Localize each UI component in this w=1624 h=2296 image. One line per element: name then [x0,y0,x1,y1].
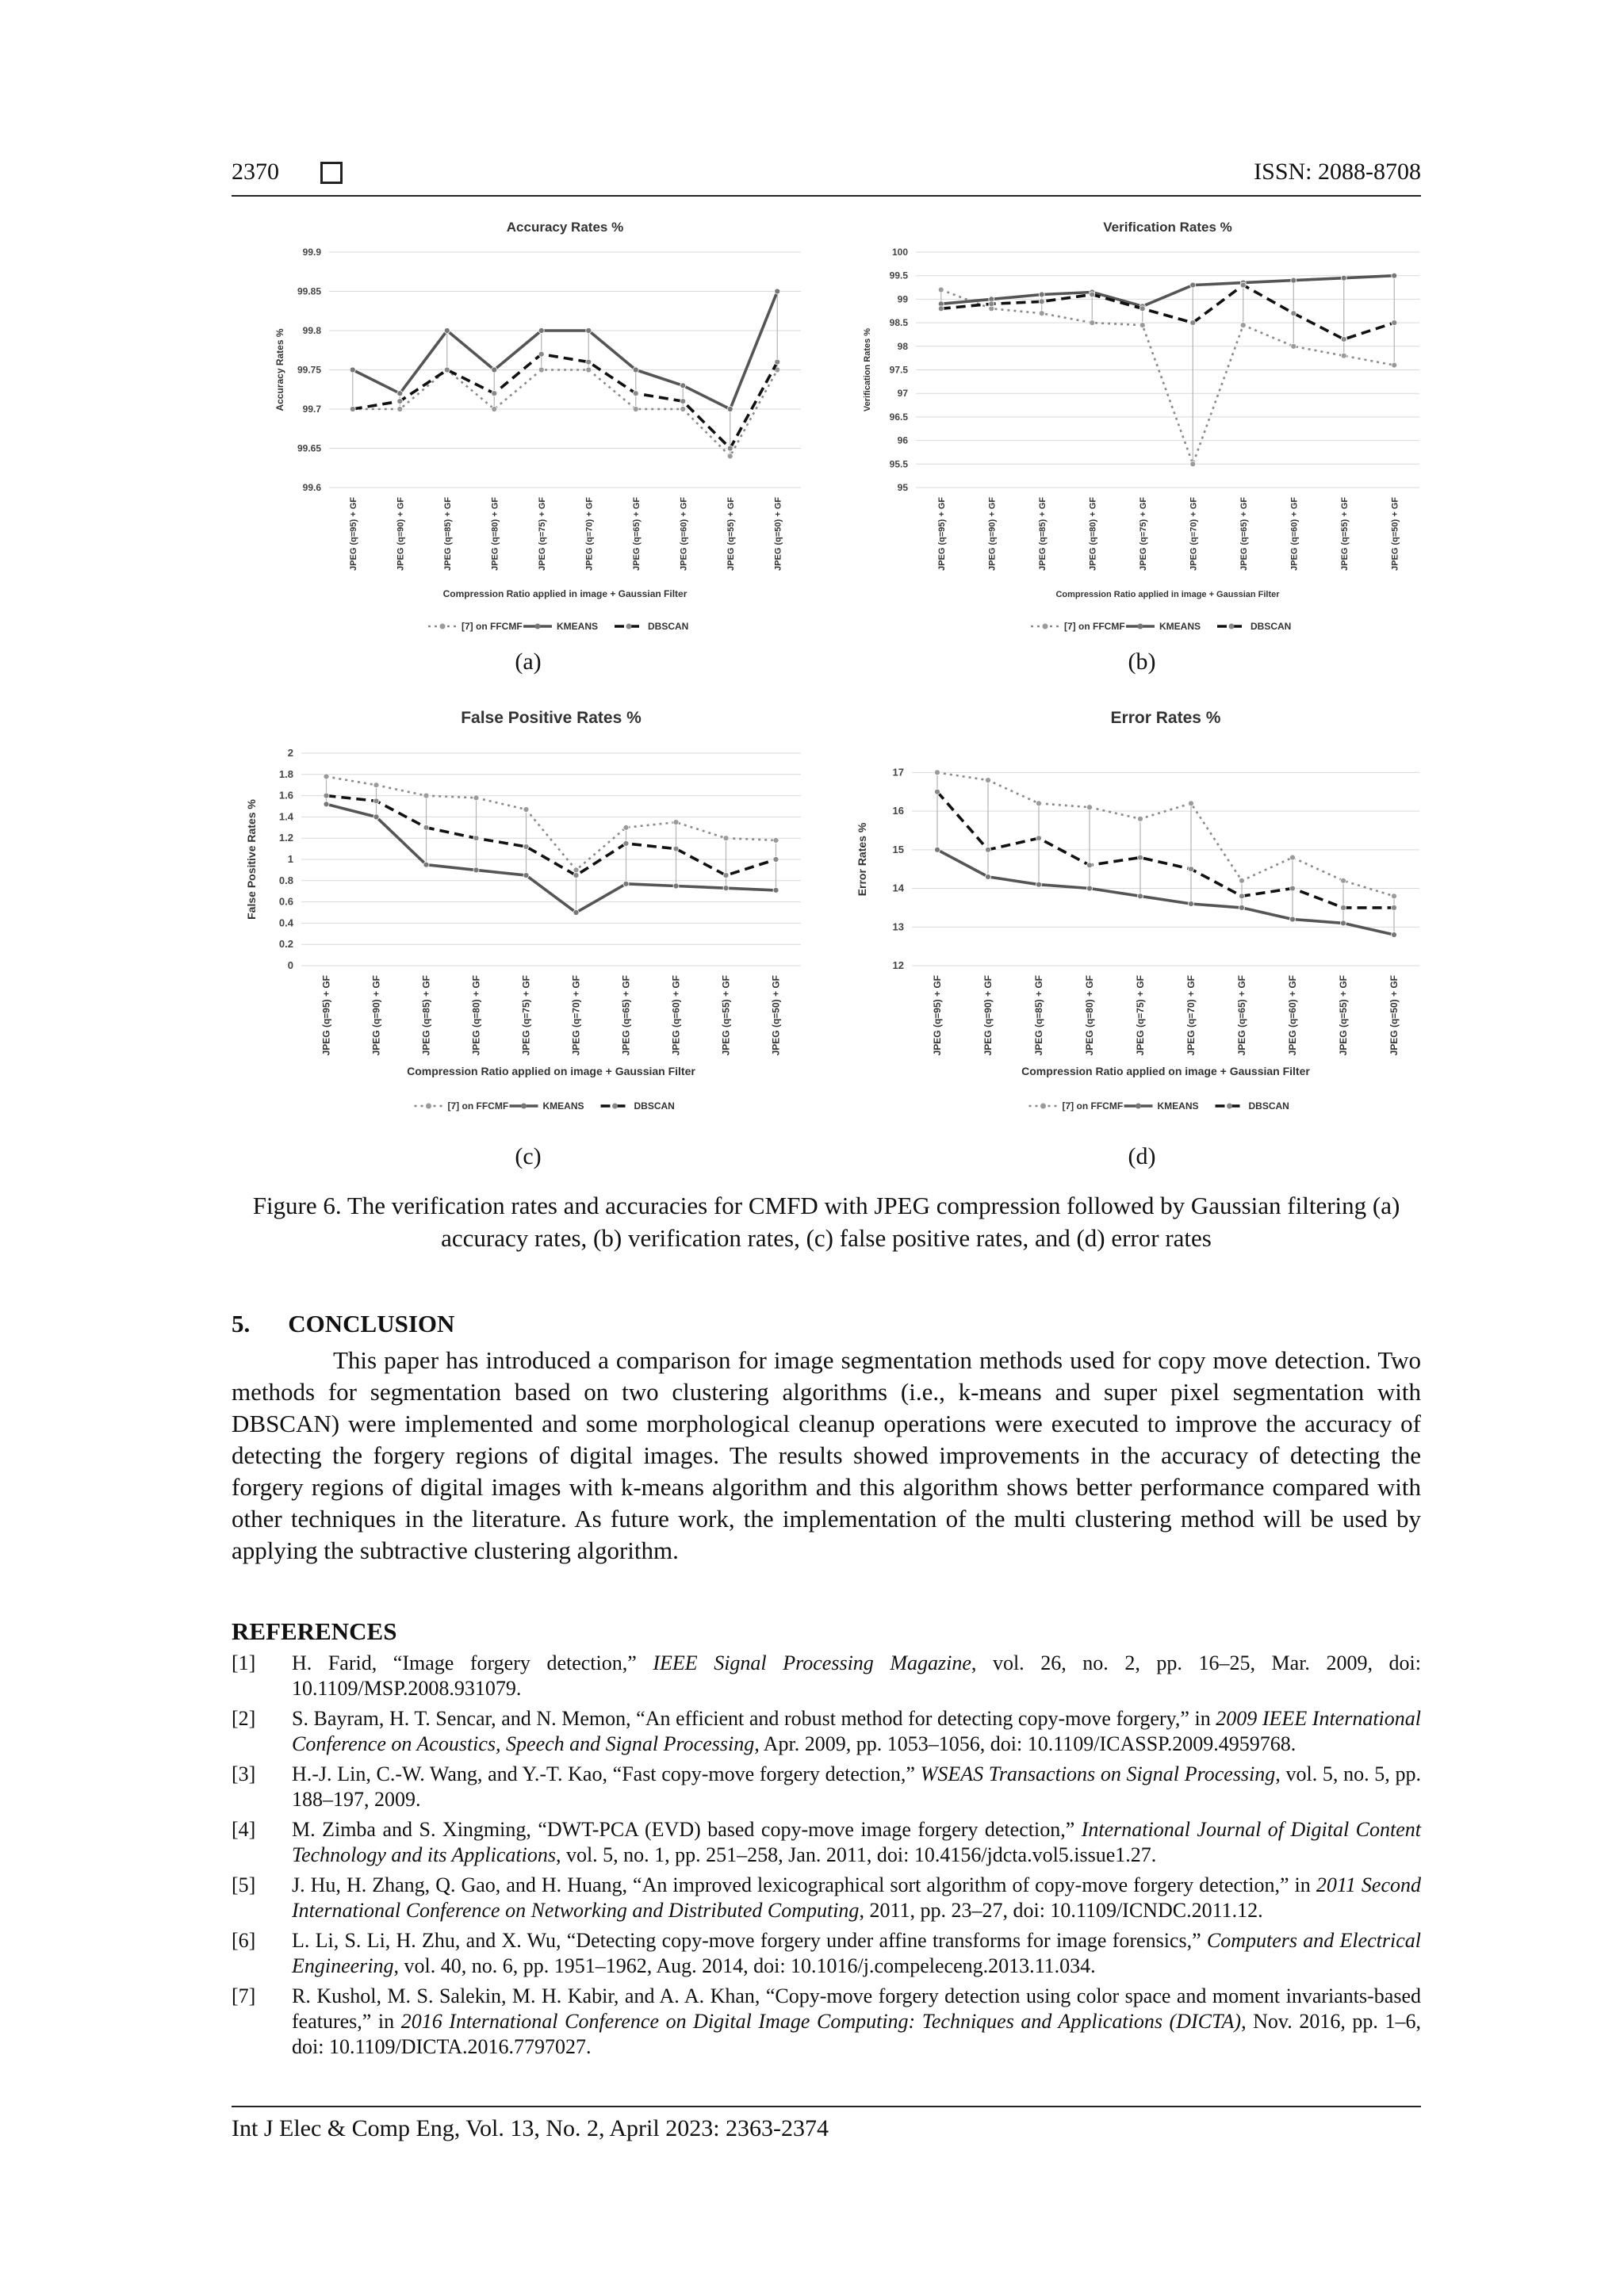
data-point [1090,320,1095,326]
data-point [633,407,638,412]
data-point [1138,816,1143,821]
x-tick-label: JPEG (q=85) + GF [1033,975,1044,1056]
y-tick-label: 1.2 [278,832,293,844]
data-point [935,847,940,852]
data-point [633,391,638,396]
subfigure-label-a: (a) [515,649,542,675]
reference-venue: 2009 IEEE International Conference on Acoustics, Speech and Signal Processing [292,1707,1422,1755]
page-number: 2370 [232,159,279,185]
reference-text: H.-J. Lin, C.-W. Wang, and Y.-T. Kao, “Fast copy-move forgery detection,” [292,1762,921,1785]
legend-marker [612,1104,618,1109]
reference-details: , vol. 5, no. 1, pp. 251–258, Jan. 2011, doi: 10.4156/jdcta.vol5.issue1.27. [555,1843,1157,1866]
x-tick-label: JPEG (q=75) + GF [1135,975,1146,1056]
data-point [623,825,629,830]
data-point [775,289,780,294]
x-tick-label: JPEG (q=90) + GF [982,975,994,1056]
reference-details: , Apr. 2009, pp. 1053–1056, doi: 10.1109/ICASSP.2009.4959768. [754,1732,1297,1755]
x-axis-label: Compression Ratio applied in image + Gaussian Filter [1055,590,1280,599]
data-point [1341,878,1346,883]
data-point [423,862,429,867]
x-tick-label: JPEG (q=55) + GF [1339,497,1350,571]
y-tick-label: 15 [892,843,904,855]
data-point [324,793,329,798]
y-tick-label: 95 [897,482,908,493]
data-point [1341,920,1346,926]
running-footer: Int J Elec & Comp Eng, Vol. 13, No. 2, April 2023: 2363-2374 [232,2106,1421,2142]
data-point [1392,932,1397,938]
x-tick-label: JPEG (q=70) + GF [584,497,595,571]
data-point [444,367,450,373]
reference-item [232,1928,1421,1979]
data-point [523,807,529,813]
y-tick-label: 99.65 [297,442,321,454]
data-point [989,301,994,307]
y-tick-label: 1 [287,853,293,865]
reference-item [232,1817,1421,1868]
data-point [938,287,944,293]
running-header [232,155,1421,197]
data-point [1189,867,1194,872]
y-tick-label: 0.8 [278,874,293,886]
data-point [492,391,497,396]
false-positive-chart [238,706,817,1126]
reference-item [232,1651,1421,1701]
data-point [1392,362,1397,368]
legend-marker [1040,1104,1046,1109]
reference-text: S. Bayram, H. T. Sencar, and N. Memon, “An efficient and robust method for detecting copy-move forgery,” in [292,1707,1216,1730]
data-point [673,846,679,851]
section-heading [232,1310,492,1338]
data-point [473,836,479,841]
data-point [373,798,379,804]
y-tick-label: 17 [892,766,904,779]
data-point [938,306,944,312]
data-point [1190,282,1196,288]
data-point [773,857,779,863]
data-point [492,407,497,412]
legend-label: [7] on FFCMF [462,621,523,632]
x-tick-label: JPEG (q=85) + GF [1037,497,1048,571]
y-tick-label: 99.9 [302,247,321,258]
y-axis-label: False Positive Rates % [245,799,258,920]
data-point [473,795,479,801]
data-point [986,778,991,783]
data-point [680,399,686,404]
data-point [935,770,940,775]
reference-number: [1] [232,1651,256,1674]
subfigure-label-c: (c) [515,1143,542,1169]
reference-text: M. Zimba and S. Xingming, “DWT-PCA (EVD) based copy-move image forgery detection,” [292,1818,1082,1841]
y-tick-label: 13 [892,920,904,933]
data-point [673,883,679,889]
data-point [1341,336,1346,342]
legend-label: KMEANS [1157,1100,1199,1112]
data-point [573,910,579,916]
y-axis-label: Verification Rates % [863,327,872,412]
y-tick-label: 0 [287,959,293,971]
series-line [353,370,778,457]
x-tick-label: JPEG (q=85) + GF [420,975,432,1056]
data-point [775,359,780,365]
y-tick-label: 96.5 [889,411,908,423]
data-point [586,359,592,365]
x-tick-label: JPEG (q=70) + GF [1189,497,1199,571]
y-tick-label: 16 [892,805,904,817]
data-point [1036,801,1042,806]
y-tick-label: 0.6 [278,895,293,908]
data-point [723,836,729,841]
x-tick-label: JPEG (q=55) + GF [1338,975,1349,1056]
reference-number: [4] [232,1818,256,1841]
data-point [324,774,329,779]
legend-marker [626,624,632,629]
x-tick-label: JPEG (q=80) + GF [490,497,500,571]
data-point [538,351,544,357]
reference-venue: WSEAS Transactions on Signal Processing [920,1762,1276,1785]
references-heading: REFERENCES [232,1617,397,1645]
legend-label: KMEANS [557,621,599,632]
data-point [523,873,529,878]
data-point [1036,882,1042,887]
data-point [1139,323,1145,328]
data-point [1239,878,1245,883]
x-tick-label: JPEG (q=80) + GF [1088,497,1098,571]
reference-venue: 2016 International Conference on Digital Image Computing: Techniques and Applications (DICTA) [400,2010,1242,2033]
x-tick-label: JPEG (q=75) + GF [520,975,532,1056]
data-point [1190,320,1196,326]
section-number: 5. [232,1310,251,1337]
reference-item [232,1706,1421,1757]
legend-marker [1138,624,1143,629]
reference-number: [5] [232,1873,256,1896]
data-point [538,367,544,373]
legend-label: DBSCAN [1251,621,1292,632]
y-axis-label: Accuracy Rates % [274,328,285,411]
data-point [680,407,686,412]
x-axis-label: Compression Ratio applied on image + Gaussian Filter [1021,1065,1310,1077]
reference-number: [6] [232,1929,256,1952]
x-tick-label: JPEG (q=55) + GF [720,975,732,1056]
x-tick-label: JPEG (q=95) + GF [348,497,358,571]
data-point [573,873,579,878]
x-tick-label: JPEG (q=60) + GF [1287,975,1298,1056]
data-point [397,399,403,404]
legend-label: DBSCAN [1248,1100,1289,1112]
reference-venue: IEEE Signal Processing Magazine [653,1651,971,1674]
x-tick-label: JPEG (q=60) + GF [670,975,682,1056]
legend-marker [1229,624,1235,629]
reference-item [232,1873,1421,1923]
y-tick-label: 97.5 [889,364,908,376]
data-point [1392,320,1397,326]
data-point [1138,855,1143,860]
y-axis-label: Error Rates % [856,822,868,897]
reference-details: , vol. 26, no. 2, pp. 16–25, Mar. 2009, doi: 10.1109/MSP.2008.931079. [292,1651,1421,1700]
data-point [727,453,733,459]
subfigure-label-d: (d) [1128,1143,1156,1169]
series-line [327,777,776,871]
x-tick-label: JPEG (q=80) + GF [470,975,482,1056]
x-tick-label: JPEG (q=95) + GF [936,497,947,571]
x-tick-label: JPEG (q=65) + GF [1239,497,1249,571]
data-point [1139,306,1145,312]
data-point [373,783,379,788]
reference-text: L. Li, S. Li, H. Zhu, and X. Wu, “Detecting copy-move forgery under affine transforms for image forensics,” [292,1929,1207,1952]
data-point [1087,805,1093,810]
data-point [1039,299,1044,304]
data-point [1341,275,1346,281]
chart-title: Accuracy Rates % [506,220,624,235]
data-point [324,802,329,807]
reference-details: , Nov. 2016, pp. 1–6, doi: 10.1109/DICTA.2016.7797027. [292,2010,1421,2058]
legend-label: [7] on FFCMF [447,1100,509,1112]
x-tick-label: JPEG (q=75) + GF [1138,497,1148,571]
chart-title: Error Rates % [1110,709,1221,727]
x-tick-label: JPEG (q=90) + GF [370,975,382,1056]
x-tick-label: JPEG (q=75) + GF [537,497,547,571]
legend-label: DBSCAN [634,1100,675,1112]
y-tick-label: 2 [287,747,293,759]
reference-list [232,1651,1421,2064]
y-tick-label: 1.8 [278,767,293,780]
data-point [1290,886,1296,891]
legend-marker [1227,1104,1232,1109]
data-point [444,328,450,334]
data-point [573,867,579,873]
data-point [1392,894,1397,899]
x-tick-label: JPEG (q=55) + GF [726,497,736,571]
y-tick-label: 1.4 [278,810,293,823]
data-point [373,814,379,820]
y-tick-label: 99.7 [302,404,321,415]
data-point [423,825,429,830]
data-point [623,840,629,846]
data-point [986,847,991,852]
x-tick-label: JPEG (q=95) + GF [932,975,943,1056]
data-point [1392,273,1397,278]
y-tick-label: 98 [897,340,908,352]
y-tick-label: 99.6 [302,482,321,493]
reference-venue: International Journal of Digital Content Technology and its Applications [292,1818,1421,1866]
reference-number: [3] [232,1762,256,1785]
figure-caption: Figure 6. The verification rates and accuracies for CMFD with JPEG compression followed by Gaussian filtering (a) accuracy rates, (b) verification rates, (c) false positive rates, and (d) error rates [252,1192,1400,1252]
data-point [586,367,592,373]
legend-marker [440,624,446,629]
data-point [492,367,497,373]
series-line [941,285,1395,339]
data-point [1090,292,1095,297]
data-point [423,793,429,798]
legend-marker [426,1104,431,1109]
y-tick-label: 99 [897,293,908,305]
y-tick-label: 0.4 [278,916,293,929]
y-tick-label: 12 [892,959,904,971]
square-icon [320,162,343,184]
conclusion-paragraph: This paper has introduced a comparison for image segmentation methods used for copy move detection. Two methods for segmentation based on two clustering algorithms (i.e., k-means and super pixel segmentation with DBSCAN) were implemented and some morphological cleanup operations were executed to improve the accuracy of detecting the forgery regions of digital images. The results showed improvements in the accuracy of detecting the forgery regions of digital images with k-means algorithm and this algorithm shows better performance compared with other techniques in the literature. As future work, the implementation of the multi clustering method will be used by applying the subtractive clustering algorithm. [232,1346,1421,1564]
reference-text: J. Hu, H. Zhang, Q. Gao, and H. Huang, “An improved lexicographical sort algorithm of copy-move forgery detection,” in [292,1873,1316,1896]
accuracy-chart [238,214,817,650]
x-tick-label: JPEG (q=65) + GF [631,497,642,571]
reference-number: [2] [232,1707,256,1730]
data-point [1341,905,1346,910]
y-tick-label: 98.5 [889,317,908,329]
y-tick-label: 99.85 [297,285,321,297]
x-tick-label: JPEG (q=85) + GF [442,497,453,571]
y-tick-label: 97 [897,388,908,400]
data-point [538,328,544,334]
verification-chart [856,214,1427,650]
x-tick-label: JPEG (q=50) + GF [773,497,783,571]
data-point [397,407,403,412]
reference-text: H. Farid, “Image forgery detection,” [292,1651,653,1674]
legend-marker [535,624,541,629]
data-point [1290,855,1296,860]
data-point [1291,343,1297,349]
data-point [1189,801,1194,806]
x-tick-label: JPEG (q=50) + GF [1390,497,1400,571]
x-axis-label: Compression Ratio applied in image + Gaussian Filter [442,588,688,599]
reference-text: R. Kushol, M. S. Salekin, M. H. Kabir, and A. A. Khan, “Copy-move forgery detection using color space and moment invariants-based features,” in [292,1984,1421,2033]
data-point [623,881,629,886]
reference-details: , vol. 40, no. 6, pp. 1951–1962, Aug. 2014, doi: 10.1016/j.compeleceng.2013.11.034. [393,1954,1096,1977]
reference-item [232,1984,1421,2060]
series-line [937,772,1394,896]
data-point [1392,905,1397,910]
x-tick-label: JPEG (q=70) + GF [570,975,582,1056]
subfigure-label-b: (b) [1128,649,1156,675]
x-tick-label: JPEG (q=60) + GF [1289,497,1300,571]
data-point [723,873,729,878]
data-point [1138,894,1143,899]
data-point [1039,292,1044,297]
data-point [1290,916,1296,922]
y-tick-label: 0.2 [278,938,293,951]
issn: ISSN: 2088-8708 [1254,159,1421,185]
chart-title: Verification Rates % [1103,220,1232,235]
y-tick-label: 100 [891,247,908,258]
legend-label: KMEANS [1159,621,1201,632]
y-tick-label: 95.5 [889,458,908,470]
data-point [1087,886,1093,891]
reference-details: , vol. 5, no. 5, pp. 188–197, 2009. [292,1762,1421,1811]
y-tick-label: 99.75 [297,364,321,376]
legend-marker [521,1104,527,1109]
data-point [350,367,355,373]
x-tick-label: JPEG (q=95) + GF [320,975,332,1056]
x-tick-label: JPEG (q=50) + GF [1388,975,1400,1056]
chart-title: False Positive Rates % [461,709,642,727]
y-tick-label: 96 [897,434,908,446]
reference-venue: 2011 Second International Conference on Networking and Distributed Computing [292,1873,1421,1922]
data-point [1239,894,1245,899]
data-point [397,391,403,396]
reference-item [232,1762,1421,1812]
data-point [1039,311,1044,316]
y-tick-label: 1.6 [278,789,293,802]
data-point [1087,863,1093,868]
data-point [523,844,529,849]
y-tick-label: 99.8 [302,325,321,336]
data-point [986,874,991,879]
data-point [350,407,355,412]
legend-label: [7] on FFCMF [1064,621,1125,632]
x-axis-label: Compression Ratio applied on image + Gaussian Filter [407,1065,695,1077]
reference-venue: Computers and Electrical Engineering [292,1929,1421,1977]
data-point [1240,282,1246,288]
section-title: CONCLUSION [288,1310,455,1337]
x-tick-label: JPEG (q=80) + GF [1084,975,1095,1056]
x-tick-label: JPEG (q=90) + GF [396,497,406,571]
x-tick-label: JPEG (q=90) + GF [987,497,998,571]
y-tick-label: 14 [892,882,904,894]
data-point [1190,461,1196,467]
x-tick-label: JPEG (q=50) + GF [770,975,782,1056]
data-point [1291,311,1297,316]
x-tick-label: JPEG (q=70) + GF [1185,975,1197,1056]
data-point [673,820,679,825]
data-point [1240,323,1246,328]
error-rate-chart [856,706,1427,1126]
x-tick-label: JPEG (q=65) + GF [1236,975,1247,1056]
legend-label: KMEANS [542,1100,584,1112]
data-point [1036,836,1042,841]
x-tick-label: JPEG (q=60) + GF [679,497,689,571]
legend-marker [1043,624,1048,629]
series-line [327,804,776,913]
data-point [727,446,733,451]
data-point [773,837,779,843]
data-point [680,383,686,388]
data-point [1341,353,1346,358]
data-point [1189,901,1194,907]
legend-marker [1136,1104,1141,1109]
data-point [473,867,479,873]
reference-number: [7] [232,1984,256,2007]
data-point [633,367,638,373]
legend-label: [7] on FFCMF [1062,1100,1124,1112]
data-point [935,789,940,794]
data-point [1291,277,1297,283]
legend-label: DBSCAN [648,621,689,632]
x-tick-label: JPEG (q=65) + GF [620,975,632,1056]
data-point [1239,905,1245,910]
data-point [723,886,729,891]
data-point [727,407,733,412]
data-point [773,887,779,893]
reference-details: , 2011, pp. 23–27, doi: 10.1109/ICNDC.2011.12. [859,1899,1263,1922]
data-point [586,328,592,334]
y-tick-label: 99.5 [889,270,908,281]
